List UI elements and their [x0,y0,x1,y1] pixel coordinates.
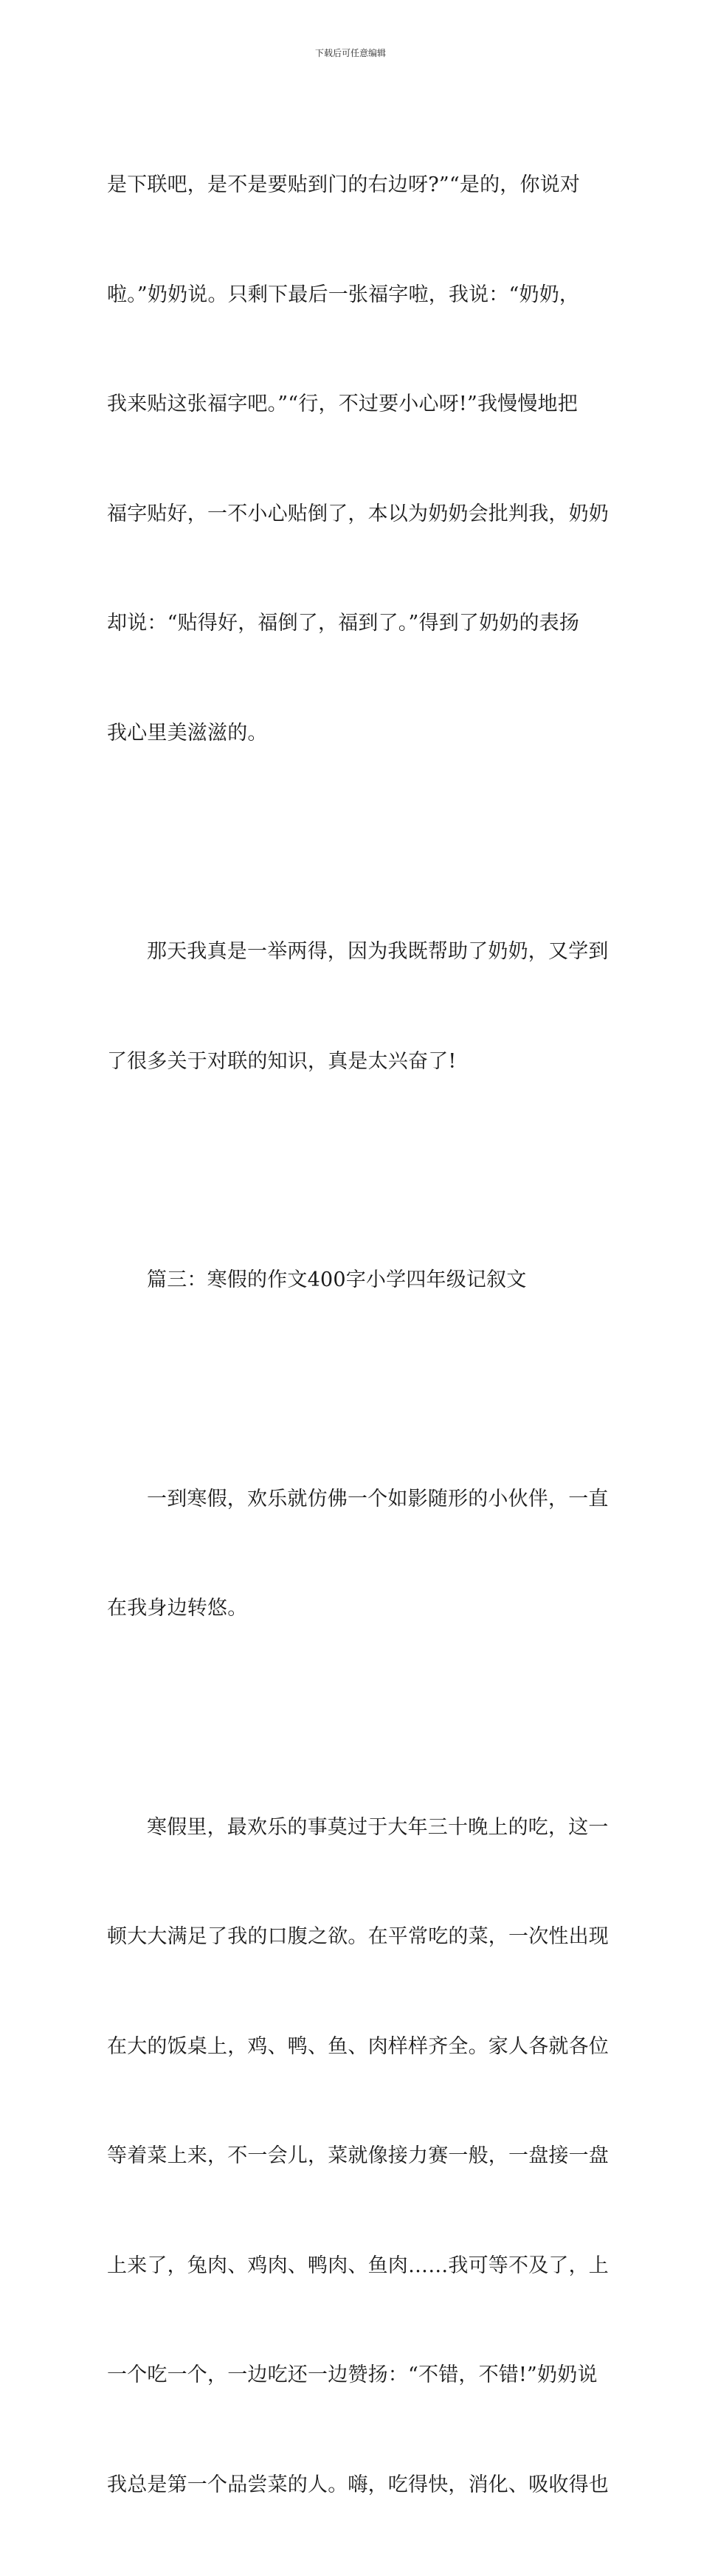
text-line: 寒假里，最欢乐的事莫过于大年三十晚上的吃，这一 [107,1809,598,1846]
paragraph-gap [107,1700,598,1736]
paragraph-gap [107,1153,598,1189]
paragraph-3 [107,1408,598,1700]
text-line: 等着菜上来，不一会儿，菜就像接力赛一般，一盘接一盘 [107,2138,598,2175]
text-line: 却说：“贴得好，福倒了，福到了。”得到了奶奶的表扬 [107,605,598,642]
paragraph-gap [107,824,598,860]
text-line: 上来了，兔肉、鸡肉、鸭肉、鱼肉……我可等不及了，上 [107,2248,598,2285]
paragraph-gap [107,1372,598,1408]
text-line: 啦。”奶奶说。只剩下最后一张福字啦，我说：“奶奶， [107,277,598,314]
text-line: 篇三：寒假的作文400字小学四年级记叙文 [107,1262,598,1299]
text-line: 我来贴这张福字吧。”“行，不过要小心呀!”我慢慢地把 [107,386,598,423]
text-line: 是下联吧，是不是要贴到门的右边呀?”“是的，你说对 [107,167,598,204]
text-line: 了很多关于对联的知识，真是太兴奋了! [107,1043,598,1080]
text-line: 在大的饭桌上，鸡、鸭、鱼、肉样样齐全。家人各就各位 [107,2028,598,2065]
text-line: 在我身边转悠。 [107,1590,598,1627]
text-line: 那天我真是一举两得，因为我既帮助了奶奶，又学到 [107,933,598,970]
document-body [107,94,598,2576]
paragraph-4 [107,1736,598,2576]
page-header: 下载后可任意编辑 [0,47,701,59]
text-line: 一个吃一个，一边吃还一边赞扬：“不错，不错!”奶奶说 [107,2357,598,2394]
text-line: 我总是第一个品尝菜的人。嗨，吃得快，消化、吸收得也 [107,2467,598,2504]
text-line: 我心里美滋滋的。 [107,715,598,752]
paragraph-2 [107,860,598,1153]
text-line: 顿大大满足了我的口腹之欲。在平常吃的菜，一次性出现 [107,1919,598,1955]
text-line: 福字贴好，一不小心贴倒了，本以为奶奶会批判我，奶奶 [107,496,598,533]
section-heading [107,1189,598,1372]
paragraph-1 [107,94,598,824]
document-page [0,0,701,992]
text-line: 一到寒假，欢乐就仿佛一个如影随形的小伙伴，一直 [107,1481,598,1518]
